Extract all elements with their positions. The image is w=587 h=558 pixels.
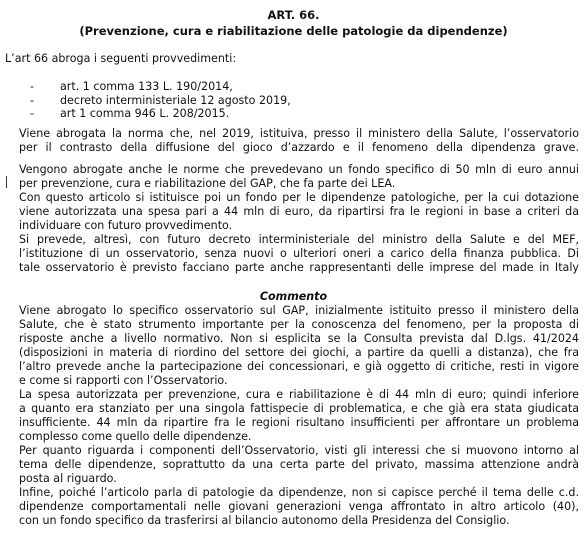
text-line: Viene abrogato lo specifico osservatorio sul GAP, inizialmente istituito presso il ministero della bbox=[19, 304, 579, 317]
text-line: posta al riguardo. bbox=[19, 472, 117, 485]
text-line: dipendenze comportamentali nelle giovani generazioni venga affrontato in altro articolo (40), bbox=[19, 500, 579, 513]
text-line: per il contrasto della diffusione del gioco d’azzardo e il fenomeno della dipendenza grave. bbox=[19, 141, 579, 154]
dash-bullet: - bbox=[30, 107, 35, 121]
text-line: Con questo articolo si istituisce poi un fondo per le dipendenze patologiche, per la cui dotazione bbox=[19, 191, 579, 204]
text-line: insufficiente. 44 mln da ripartire fra le regioni risultano insufficienti per affrontare un problema bbox=[19, 416, 579, 429]
text-line: e come si rapporti con l’Osservatorio. bbox=[19, 374, 228, 387]
change-bar bbox=[6, 176, 7, 188]
article-number: ART. 66. bbox=[267, 8, 320, 22]
comment-heading: Commento bbox=[259, 290, 328, 303]
text-line: Per quanto riguarda i componenti dell’Osservatorio, visti gli interessi che si muovono intorno al bbox=[19, 444, 579, 457]
text-line: (disposizioni in materia di riordino del settore dei giochi, a partire da quelli a distanza), che fra bbox=[19, 346, 579, 359]
text-line: risposte anche a livello normativo. Non si esplicita se la Consulta prevista dal D.lgs. 41/2024 bbox=[19, 332, 579, 345]
list-item: - art 1 comma 946 L. 208/2015. bbox=[30, 107, 230, 121]
text-line: La spesa autorizzata per prevenzione, cura e riabilitazione è di 44 mln di euro; quindi inferiore bbox=[19, 388, 579, 401]
text-line: Viene abrogata la norma che, nel 2019, istituiva, presso il ministero della Salute, l’osservatorio bbox=[19, 127, 579, 140]
article-title: (Prevenzione, cura e riabilitazione delle patologie da dipendenze) bbox=[79, 24, 508, 38]
text-line: tale osservatorio è previsto facciano parte anche rappresentanti delle imprese del made in Italy bbox=[19, 261, 579, 274]
list-item: - decreto interministeriale 12 agosto 2019, bbox=[30, 93, 291, 107]
text-line: per prevenzione, cura e riabilitazione del GAP, che fa parte dei LEA. bbox=[19, 177, 396, 190]
text-line: Salute, che è stato strumento importante per la conoscenza del fenomeno, per la proposta di bbox=[19, 318, 579, 331]
intro-text: L’art 66 abroga i seguenti provvedimenti: bbox=[5, 52, 237, 65]
abrogated-list bbox=[30, 80, 291, 121]
dash-bullet: - bbox=[30, 93, 35, 107]
text-line: l’istituzione di un osservatorio, senza nuovi o ulteriori oneri a carico della finanza pubblica. Di bbox=[19, 247, 579, 260]
text-line: tema delle dipendenze, soprattutto da una certa parte del privato, massima attenzione andrà bbox=[19, 458, 579, 471]
list-item: - art. 1 comma 133 L. 190/2014, bbox=[30, 80, 233, 93]
text-line: con un fondo specifico da trasferirsi al bilancio autonomo della Presidenza del Consiglio. bbox=[19, 514, 510, 527]
text-line: a quanto era stanziato per una singola fattispecie di problematica, e che già era stata giudicata bbox=[19, 402, 579, 415]
text-line: complesso come quello delle dipendenze. bbox=[19, 430, 252, 443]
text-line: Infine, poiché l’articolo parla di patologie da dipendenze, non si capisce perché il tema delle c.d. bbox=[19, 486, 579, 499]
text-line: Si prevede, altresì, con futuro decreto interministeriale del ministro della Salute e del MEF, bbox=[19, 233, 579, 246]
dash-bullet: - bbox=[30, 80, 35, 93]
text-line: viene autorizzata una spesa pari a 44 mln di euro, da ripartirsi fra le regioni in base a criteri da bbox=[19, 205, 579, 218]
text-line: Vengono abrogate anche le norme che prevedevano un fondo specifico di 50 mln di euro annui bbox=[19, 163, 579, 176]
text-line: l’altro prevede anche la partecipazione dei concessionari, e già oggetto di critiche, resti in vigore bbox=[19, 360, 579, 373]
text-line: individuare con futuro provvedimento. bbox=[19, 219, 233, 232]
